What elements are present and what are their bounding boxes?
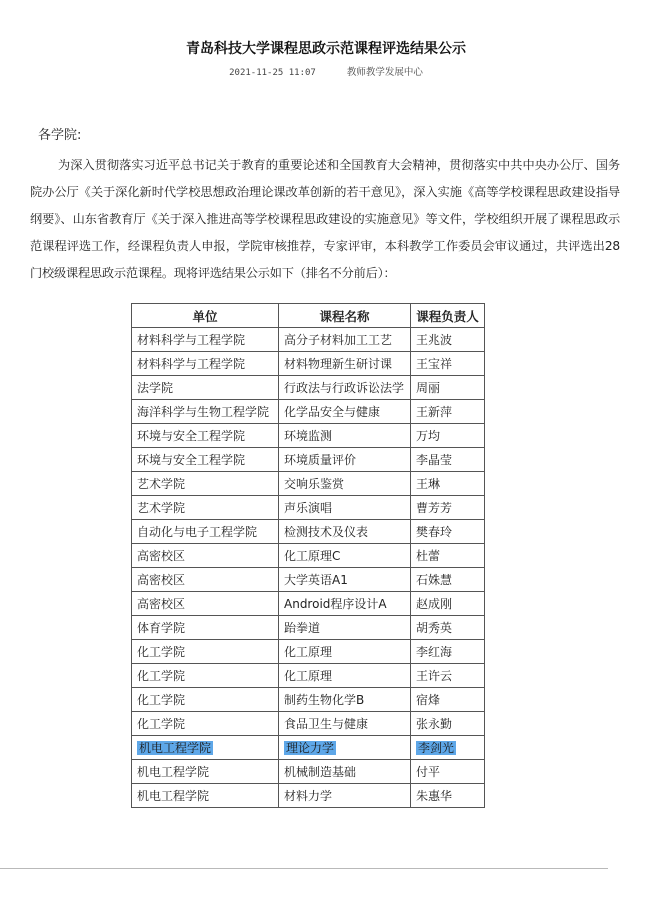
cell-unit-text: 化工学院	[137, 693, 186, 707]
cell-course-text: 大学英语A1	[284, 573, 348, 587]
cell-course	[279, 352, 411, 376]
cell-course	[279, 712, 411, 736]
cell-course	[279, 616, 411, 640]
cell-unit	[132, 424, 279, 448]
cell-unit-text: 机电工程学院	[139, 741, 212, 755]
table-row	[132, 328, 485, 352]
cell-course	[279, 400, 411, 424]
cell-unit	[132, 592, 279, 616]
table-row	[132, 784, 485, 808]
cell-course	[279, 568, 411, 592]
cell-unit	[132, 640, 279, 664]
cell-leader-text: 张永勤	[416, 717, 453, 731]
cell-course-text: 材料物理新生研讨课	[284, 357, 393, 371]
cell-course-text: 理论力学	[286, 741, 335, 755]
cell-unit	[132, 736, 279, 760]
cell-leader-text: 胡秀英	[416, 621, 453, 635]
cell-course-text: 交响乐鉴赏	[284, 477, 345, 491]
cell-course	[279, 328, 411, 352]
table-row	[132, 664, 485, 688]
results-table	[131, 303, 485, 808]
cell-unit	[132, 712, 279, 736]
table-row	[132, 640, 485, 664]
table-row	[132, 424, 485, 448]
table-row	[132, 568, 485, 592]
cell-unit-text: 海洋科学与生物工程学院	[137, 405, 270, 419]
cell-leader	[411, 544, 485, 568]
cell-unit	[132, 496, 279, 520]
cell-unit	[132, 784, 279, 808]
publish-date: 2021-11-25 11:07	[229, 68, 316, 78]
table-row	[132, 520, 485, 544]
cell-leader-text: 王新萍	[416, 405, 453, 419]
cell-course-text: Android程序设计A	[284, 597, 387, 611]
cell-leader	[411, 520, 485, 544]
cell-unit	[132, 520, 279, 544]
cell-unit	[132, 568, 279, 592]
cell-leader	[411, 592, 485, 616]
cell-leader-text: 付平	[416, 765, 441, 779]
cell-unit-text: 法学院	[137, 381, 174, 395]
cell-unit	[132, 688, 279, 712]
cell-leader	[411, 688, 485, 712]
cell-leader-text: 王琳	[416, 477, 441, 491]
cell-leader-text: 王许云	[416, 669, 453, 683]
table-row	[132, 616, 485, 640]
cell-course	[279, 688, 411, 712]
table-row	[132, 544, 485, 568]
cell-course	[279, 448, 411, 472]
cell-course-text: 声乐演唱	[284, 501, 333, 515]
cell-course-text: 化工原理	[284, 669, 333, 683]
cell-leader-text: 曹芳芳	[416, 501, 453, 515]
cell-leader-text: 周丽	[416, 381, 441, 395]
table-row	[132, 400, 485, 424]
header-unit: 单位	[132, 304, 279, 328]
cell-leader-text: 杜蕾	[416, 549, 441, 563]
cell-course	[279, 376, 411, 400]
cell-course	[279, 592, 411, 616]
cell-course-text: 化工原理	[284, 645, 333, 659]
cell-course	[279, 784, 411, 808]
cell-unit-text: 高密校区	[137, 597, 186, 611]
cell-unit-text: 化工学院	[137, 717, 186, 731]
cell-unit-text: 艺术学院	[137, 501, 186, 515]
table-row	[132, 448, 485, 472]
table-row	[132, 688, 485, 712]
cell-course-text: 高分子材料加工工艺	[284, 333, 393, 347]
cell-leader	[411, 736, 485, 760]
cell-unit-text: 体育学院	[137, 621, 186, 635]
notice-title: 青岛科技大学课程思政示范课程评选结果公示	[186, 41, 466, 57]
cell-leader-text: 樊春玲	[416, 525, 453, 539]
cell-course-text: 跆拳道	[284, 621, 321, 635]
notice-meta	[0, 64, 652, 78]
cell-unit-text: 高密校区	[137, 549, 186, 563]
table-header-row	[132, 304, 485, 328]
publisher: 教师教学发展中心	[346, 67, 423, 78]
cell-unit-text: 机电工程学院	[137, 765, 210, 779]
cell-unit-text: 环境与安全工程学院	[137, 429, 246, 443]
cell-leader-text: 万均	[416, 429, 441, 443]
cell-unit	[132, 664, 279, 688]
cell-course	[279, 520, 411, 544]
cell-course	[279, 664, 411, 688]
cell-unit-text: 化工学院	[137, 645, 186, 659]
cell-unit-text: 艺术学院	[137, 477, 186, 491]
table-row	[132, 712, 485, 736]
cell-leader	[411, 448, 485, 472]
table-row	[132, 592, 485, 616]
cell-unit-text: 化工学院	[137, 669, 186, 683]
cell-course	[279, 496, 411, 520]
cell-unit	[132, 616, 279, 640]
cell-unit	[132, 376, 279, 400]
table-row	[132, 376, 485, 400]
cell-unit	[132, 472, 279, 496]
cell-course-text: 化学品安全与健康	[284, 405, 381, 419]
cell-leader	[411, 472, 485, 496]
cell-unit-text: 材料科学与工程学院	[137, 357, 246, 371]
cell-course	[279, 760, 411, 784]
cell-leader	[411, 352, 485, 376]
cell-leader	[411, 496, 485, 520]
table-row	[132, 736, 485, 760]
cell-leader	[411, 664, 485, 688]
cell-course	[279, 472, 411, 496]
cell-course-text: 机械制造基础	[284, 765, 357, 779]
cell-course	[279, 544, 411, 568]
cell-unit	[132, 448, 279, 472]
salutation: 各学院:	[38, 128, 82, 143]
cell-unit-text: 自动化与电子工程学院	[137, 525, 258, 539]
cell-leader	[411, 784, 485, 808]
cell-leader	[411, 400, 485, 424]
header-course: 课程名称	[279, 304, 411, 328]
cell-leader	[411, 712, 485, 736]
cell-course-text: 制药生物化学B	[284, 693, 365, 707]
cell-leader-text: 李红海	[416, 645, 453, 659]
cell-course	[279, 424, 411, 448]
table-body	[132, 328, 485, 808]
cell-unit-text: 材料科学与工程学院	[137, 333, 246, 347]
table-row	[132, 352, 485, 376]
table-row	[132, 472, 485, 496]
cell-unit	[132, 760, 279, 784]
cell-leader	[411, 616, 485, 640]
cell-leader-text: 赵成刚	[416, 597, 453, 611]
cell-unit	[132, 544, 279, 568]
cell-unit	[132, 328, 279, 352]
cell-leader	[411, 424, 485, 448]
cell-leader	[411, 640, 485, 664]
cell-leader-text: 石姝慧	[416, 573, 453, 587]
cell-course	[279, 736, 411, 760]
cell-leader-text: 朱惠华	[416, 789, 453, 803]
cell-course-text: 化工原理C	[284, 549, 341, 563]
cell-course-text: 环境监测	[284, 429, 333, 443]
table-row	[132, 496, 485, 520]
table-row	[132, 760, 485, 784]
cell-course-text: 材料力学	[284, 789, 333, 803]
cell-leader	[411, 328, 485, 352]
cell-leader-text: 王宝祥	[416, 357, 453, 371]
cell-leader	[411, 760, 485, 784]
notice-body: 为深入贯彻落实习近平总书记关于教育的重要论述和全国教育大会精神，贯彻落实中共中央办公厅、国务院办公厅《关于深化新时代学校思想政治理论课改革创新的若干意见》，深入实施《高等学校课程思政建设指导纲要》、山东省教育厅《关于深入推进高等学校课程思政建设的实施意见》等文件，学校组织开展了课程思政示范课程评选工作，经课程负责人申报，学院审核推荐，专家评审，本科教学工作委员会审议通过，共评选出28门校级课程思政示范课程。现将评选结果公示如下（排名不分前后）：	[30, 158, 620, 280]
cell-course-text: 检测技术及仪表	[284, 525, 369, 539]
cell-unit	[132, 400, 279, 424]
cell-unit-text: 环境与安全工程学院	[137, 453, 246, 467]
cell-course-text: 环境质量评价	[284, 453, 357, 467]
cell-leader-text: 李晶莹	[416, 453, 453, 467]
cell-unit-text: 高密校区	[137, 573, 186, 587]
cell-course	[279, 640, 411, 664]
cell-leader	[411, 376, 485, 400]
cell-leader-text: 宿烽	[416, 693, 441, 707]
cell-course-text: 行政法与行政诉讼法学	[284, 381, 405, 395]
cell-unit-text: 机电工程学院	[137, 789, 210, 803]
cell-course-text: 食品卫生与健康	[284, 717, 369, 731]
cell-unit	[132, 352, 279, 376]
header-leader: 课程负责人	[411, 304, 485, 328]
cell-leader-text: 李剑光	[418, 741, 455, 755]
cell-leader-text: 王兆波	[416, 333, 453, 347]
page-divider	[0, 868, 608, 869]
cell-leader	[411, 568, 485, 592]
